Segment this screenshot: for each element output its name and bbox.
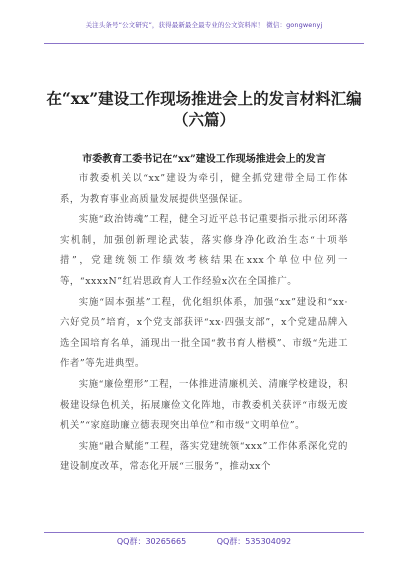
paragraph: 实施“固本强基”工程，优化组织体系，加强“xx”建设和“xx·六好党员”培育，x个党支部获评“xx·四强支部”，x个党建品牌入选全国培育名单，涌现出一批全国“教书育人楷模”、市级“先进工作者”等先进典型。 xyxy=(60,296,348,370)
footer-qq-group-2: QQ群：535304092 xyxy=(216,537,292,546)
title-line-2: （六篇） xyxy=(172,110,235,129)
footer-divider xyxy=(44,532,364,533)
title-line-1: 在“xx”建设工作现场推进会上的发言材料汇编 xyxy=(46,89,362,108)
paragraph: 实施“廉俭塑形”工程，一体推进清廉机关、清廉学校建设，积极建设绿色机关，拓展廉俭文化阵地，市教委机关获评“市级无废机关”“家庭助廉立德表现突出单位”和市级“文明单位”。 xyxy=(60,378,348,432)
section-subtitle: 市委教育工委书记在“xx”建设工作现场推进会上的发言 xyxy=(82,154,326,165)
header-note: 关注头条号“公文研究”，获得最新最全最专业的公文资料库！ 微信：gongwenyj xyxy=(85,21,323,29)
document-body xyxy=(60,169,348,478)
footer-qq-group-1: QQ群：30265665 xyxy=(116,537,187,546)
document-title xyxy=(30,88,378,130)
footer xyxy=(0,536,408,547)
paragraph: 实施“政治铸魂”工程，健全习近平总书记重要指示批示闭环落实机制，加强创新理论武装，落实修身净化政治生态“十项举措”，党建统领工作绩效考核结果在xxx个单位中位列一等，“xxxxN”红岩思政育人工作经验x次在全国推广。 xyxy=(60,214,348,287)
paragraph: 实施“融合赋能”工程，落实党建统领“xxx”工作体系深化党的建设制度改革，常态化开展“三服务”，推动xx个 xyxy=(60,440,348,473)
header-divider xyxy=(44,43,364,44)
paragraph: 市教委机关以“xx”建设为牵引，健全抓党建带全局工作体系，为教育事业高质量发展提供坚强保证。 xyxy=(60,173,348,205)
